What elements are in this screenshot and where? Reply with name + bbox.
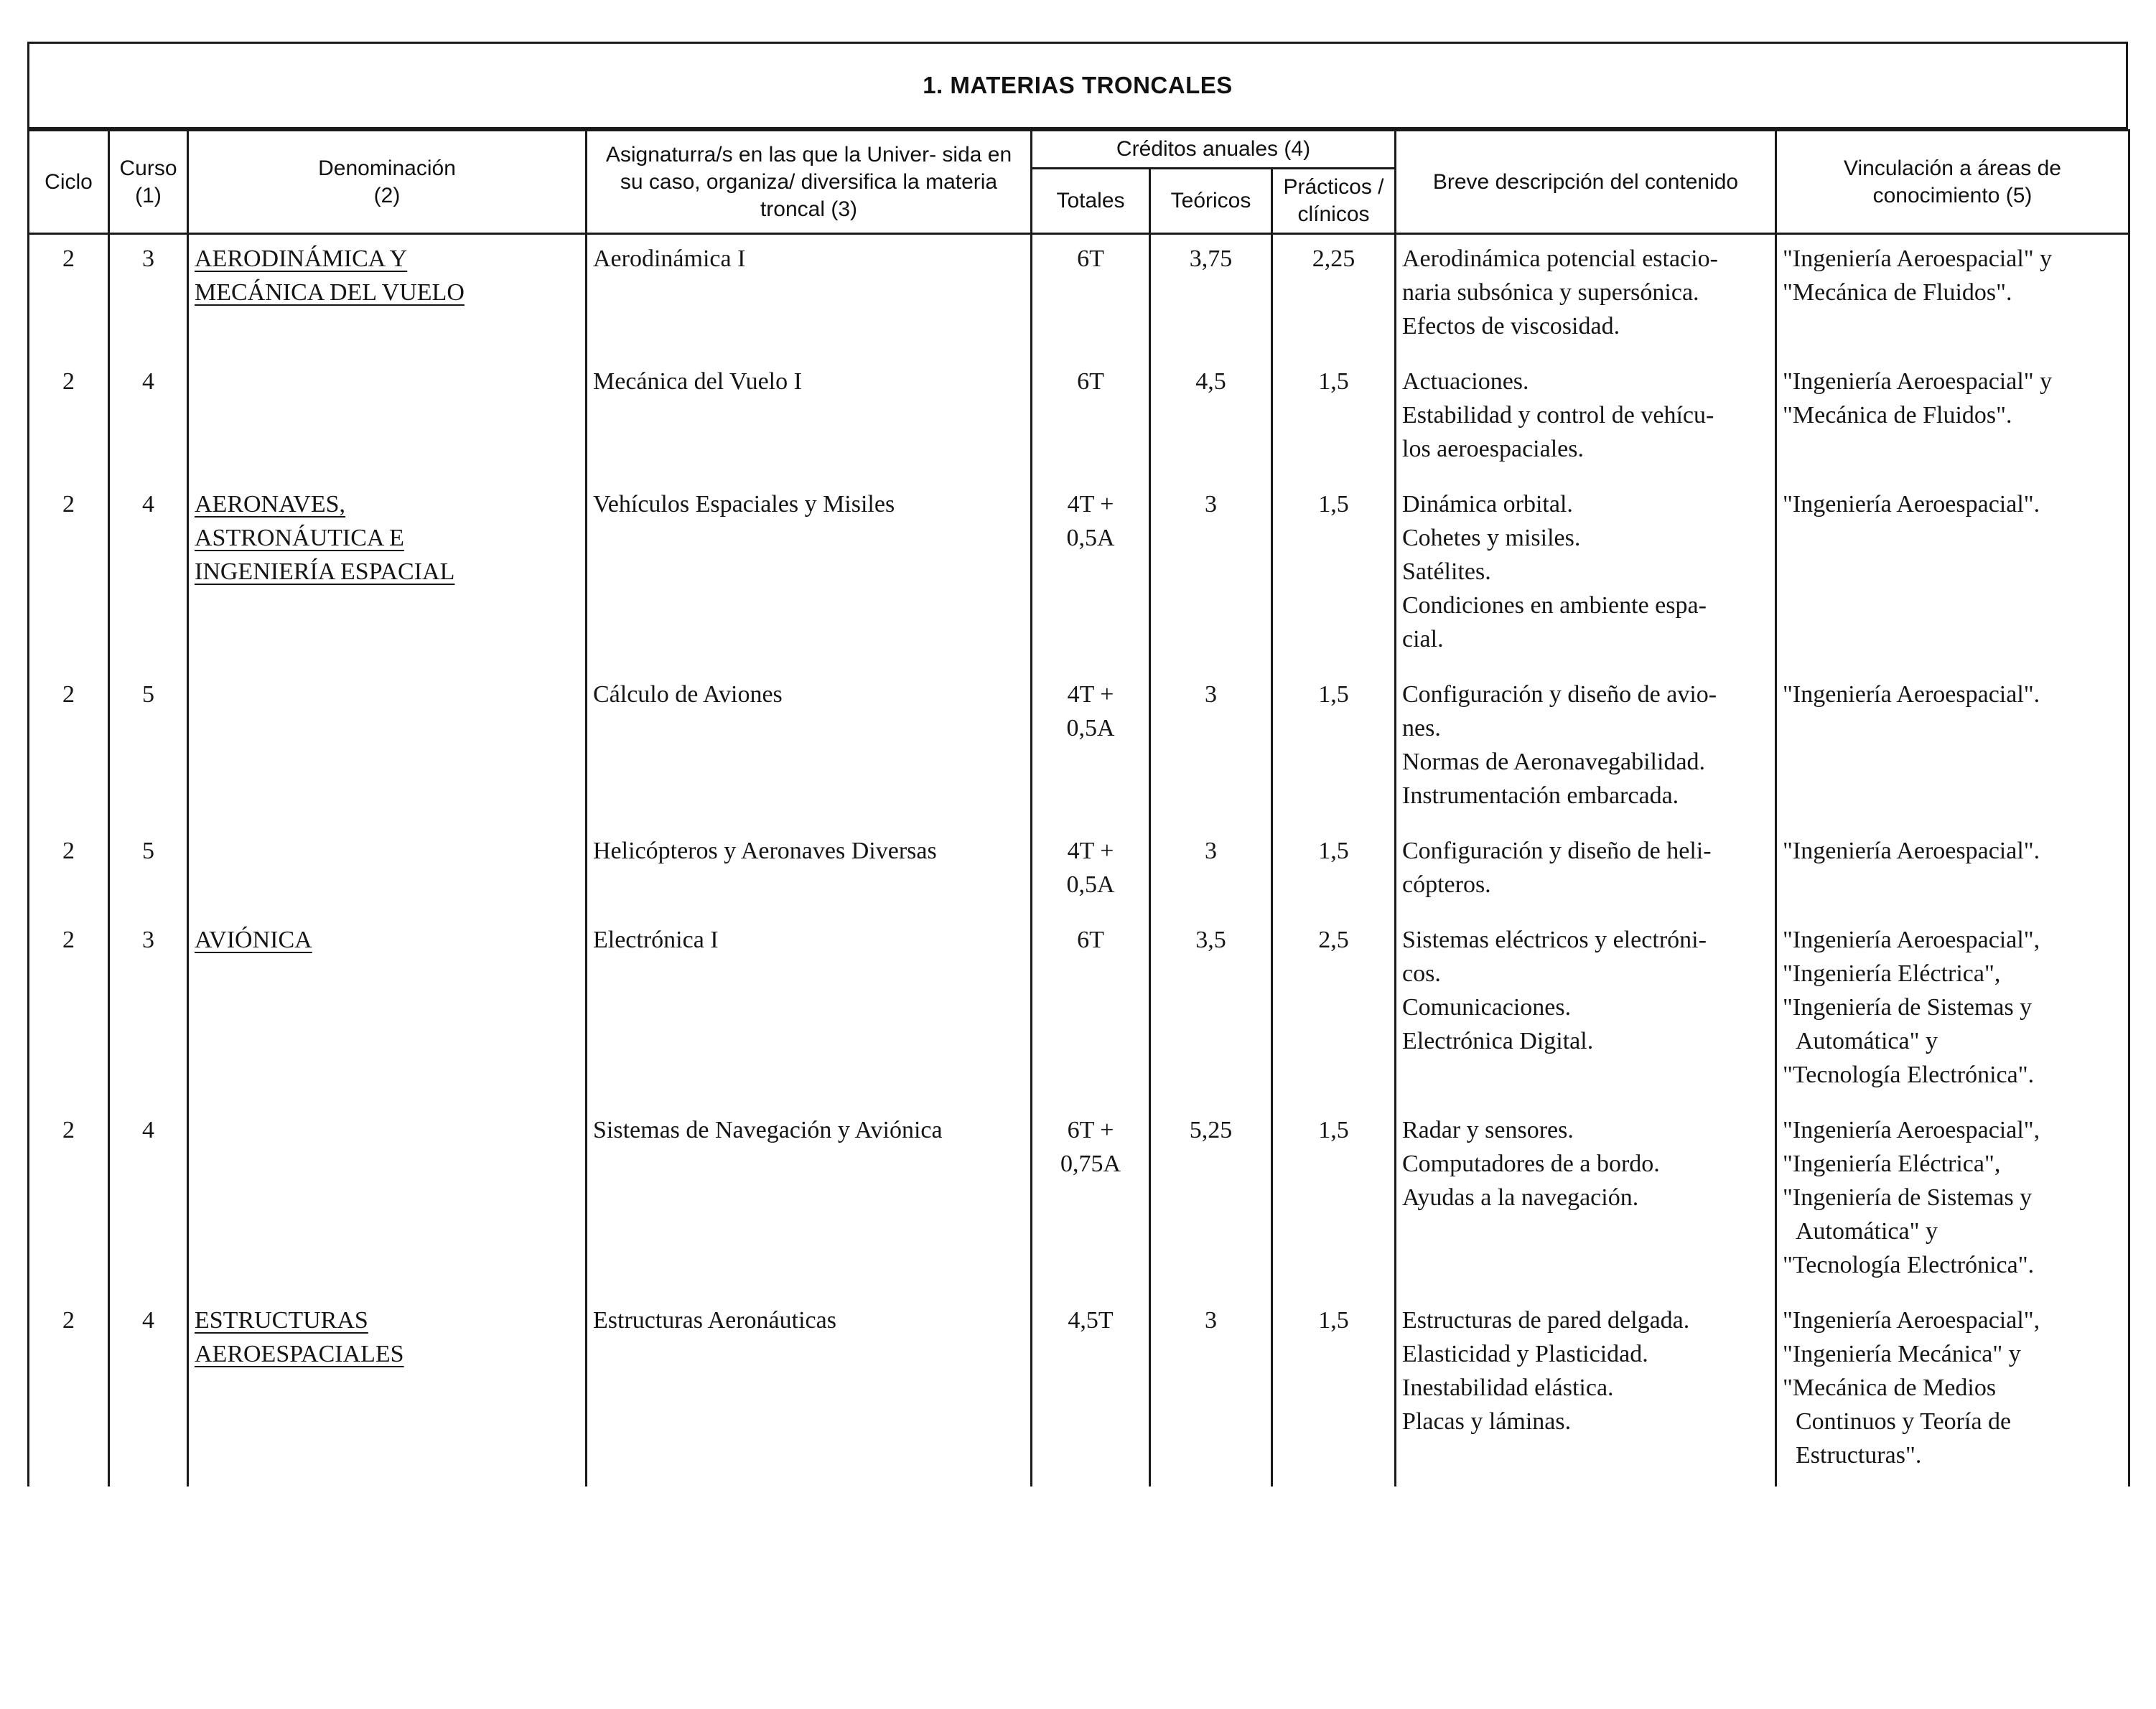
descripcion-line: cial. [1402, 626, 1444, 652]
descripcion-line: Actuaciones. [1402, 368, 1529, 395]
totales-line: 4T + [1067, 681, 1114, 708]
teoricos-cell: 3 [1150, 670, 1272, 827]
descripcion-cell [1396, 480, 1776, 670]
materias-troncales-table [27, 129, 2130, 1486]
descripcion-line: Inestabilidad elástica. [1402, 1375, 1614, 1401]
ciclo-cell: 2 [29, 480, 109, 670]
descripcion-cell [1396, 1296, 1776, 1486]
vinculacion-line: "Ingeniería Aeroespacial", [1783, 927, 2040, 953]
vinculacion-line: "Mecánica de Fluidos". [1783, 402, 2012, 429]
denominacion-line: ESTRUCTURAS [195, 1307, 368, 1334]
col-header-teoricos: Teóricos [1150, 169, 1272, 234]
vinculacion-line: "Ingeniería Aeroespacial" y [1783, 245, 2053, 272]
descripcion-cell [1396, 916, 1776, 1106]
teoricos-cell: 3,5 [1150, 916, 1272, 1106]
table-row [29, 827, 2129, 916]
practicos-cell: 1,5 [1272, 480, 1396, 670]
curso-cell: 4 [109, 1106, 188, 1296]
descripcion-line: Ayudas a la navegación. [1402, 1184, 1639, 1211]
vinculacion-line: "Tecnología Electrónica". [1783, 1062, 2035, 1088]
denominacion-cell [188, 916, 587, 1106]
vinculacion-line: "Ingeniería Aeroespacial", [1783, 1307, 2040, 1334]
vinculacion-line: "Ingeniería Aeroespacial" y [1783, 368, 2053, 395]
col-header-vinculacion: Vinculación a áreas de conocimiento (5) [1776, 131, 2129, 234]
descripcion-line: Radar y sensores. [1402, 1117, 1574, 1143]
col-header-creditos: Créditos anuales (4) [1032, 131, 1396, 169]
vinculacion-line: Estructuras". [1796, 1442, 1922, 1469]
denominacion-cell [188, 480, 587, 670]
totales-cell [1032, 1106, 1150, 1296]
table-title: 1. MATERIAS TRONCALES [27, 42, 2128, 129]
asignatura-cell: Aerodinámica I [587, 234, 1032, 358]
descripcion-line: Configuración y diseño de avio- [1402, 681, 1717, 708]
totales-line: 4,5T [1068, 1307, 1114, 1334]
totales-cell [1032, 234, 1150, 358]
asignatura-cell: Electrónica I [587, 916, 1032, 1106]
denominacion-cell [188, 234, 587, 358]
descripcion-cell [1396, 827, 1776, 916]
header-row [29, 131, 2129, 169]
col-header-ciclo: Ciclo [29, 131, 109, 234]
descripcion-line: Efectos de viscosidad. [1402, 313, 1620, 340]
descripcion-line: Sistemas eléctricos y electróni- [1402, 927, 1707, 953]
table-row [29, 916, 2129, 1106]
totales-line: 4T + [1067, 838, 1114, 864]
vinculacion-cell [1776, 670, 2129, 827]
asignatura-cell: Helicópteros y Aeronaves Diversas [587, 827, 1032, 916]
descripcion-cell [1396, 670, 1776, 827]
vinculacion-line: "Ingeniería Aeroespacial". [1783, 838, 2040, 864]
totales-cell [1032, 1296, 1150, 1486]
ciclo-cell: 2 [29, 357, 109, 480]
descripcion-line: Configuración y diseño de heli- [1402, 838, 1712, 864]
curso-cell: 3 [109, 916, 188, 1106]
col-header-descripcion: Breve descripción del contenido [1396, 131, 1776, 234]
curso-cell: 5 [109, 670, 188, 827]
vinculacion-line: "Tecnología Electrónica". [1783, 1252, 2035, 1278]
totales-line: 6T [1077, 927, 1104, 953]
practicos-cell: 1,5 [1272, 827, 1396, 916]
curso-cell: 4 [109, 357, 188, 480]
document [27, 42, 2128, 1486]
practicos-cell: 1,5 [1272, 670, 1396, 827]
vinculacion-line: "Ingeniería Aeroespacial". [1783, 681, 2040, 708]
asignatura-cell: Mecánica del Vuelo I [587, 357, 1032, 480]
totales-line: 4T + [1067, 491, 1114, 518]
vinculacion-line: "Ingeniería de Sistemas y [1783, 994, 2033, 1021]
practicos-cell: 1,5 [1272, 1106, 1396, 1296]
vinculacion-line: "Ingeniería de Sistemas y [1783, 1184, 2033, 1211]
table-row [29, 1296, 2129, 1486]
denominacion-line: AVIÓNICA [195, 927, 312, 953]
totales-cell [1032, 916, 1150, 1106]
totales-cell [1032, 357, 1150, 480]
col-header-denominacion [188, 131, 587, 234]
ciclo-cell: 2 [29, 827, 109, 916]
col-header-practicos: Prácticos / clínicos [1272, 169, 1396, 234]
vinculacion-line: Automática" y [1796, 1218, 1938, 1245]
curso-cell: 4 [109, 1296, 188, 1486]
descripcion-line: Comunicaciones. [1402, 994, 1572, 1021]
descripcion-line: cópteros. [1402, 871, 1491, 898]
table-row [29, 357, 2129, 480]
teoricos-cell: 3 [1150, 480, 1272, 670]
denominacion-line: MECÁNICA DEL VUELO [195, 279, 465, 306]
curso-cell: 3 [109, 234, 188, 358]
asignatura-cell: Estructuras Aeronáuticas [587, 1296, 1032, 1486]
descripcion-line: Satélites. [1402, 558, 1491, 585]
denominacion-cell [188, 1296, 587, 1486]
descripcion-line: Normas de Aeronavegabilidad. [1402, 749, 1706, 775]
practicos-cell: 2,25 [1272, 234, 1396, 358]
totales-line: 0,5A [1066, 525, 1115, 551]
curso-cell: 5 [109, 827, 188, 916]
vinculacion-cell [1776, 916, 2129, 1106]
descripcion-line: Estabilidad y control de vehícu- [1402, 402, 1714, 429]
denominacion-cell [188, 670, 587, 827]
col-header-curso [109, 131, 188, 234]
practicos-cell: 1,5 [1272, 357, 1396, 480]
denominacion-line: AERONAVES, [195, 491, 346, 518]
descripcion-line: Computadores de a bordo. [1402, 1151, 1660, 1177]
vinculacion-line: "Ingeniería Aeroespacial", [1783, 1117, 2040, 1143]
vinculacion-line: "Ingeniería Aeroespacial". [1783, 491, 2040, 518]
teoricos-cell: 5,25 [1150, 1106, 1272, 1296]
curso-label: Curso [119, 156, 177, 180]
asignatura-cell: Sistemas de Navegación y Aviónica [587, 1106, 1032, 1296]
vinculacion-line: "Ingeniería Eléctrica", [1783, 1151, 2001, 1177]
denominacion-cell [188, 357, 587, 480]
totales-cell [1032, 827, 1150, 916]
descripcion-cell [1396, 357, 1776, 480]
totales-cell [1032, 670, 1150, 827]
ciclo-cell: 2 [29, 234, 109, 358]
vinculacion-line: "Mecánica de Fluidos". [1783, 279, 2012, 306]
denominacion-line: AERODINÁMICA Y [195, 245, 408, 272]
vinculacion-cell [1776, 357, 2129, 480]
denominacion-line: ASTRONÁUTICA E [195, 525, 404, 551]
descripcion-cell [1396, 1106, 1776, 1296]
totales-line: 0,5A [1066, 871, 1115, 898]
vinculacion-cell [1776, 827, 2129, 916]
practicos-cell: 1,5 [1272, 1296, 1396, 1486]
descripcion-line: los aeroespaciales. [1402, 436, 1584, 462]
vinculacion-line: Continuos y Teoría de [1796, 1408, 2012, 1435]
table-row [29, 480, 2129, 670]
vinculacion-cell [1776, 234, 2129, 358]
descripcion-line: Estructuras de pared delgada. [1402, 1307, 1690, 1334]
ciclo-cell: 2 [29, 670, 109, 827]
totales-line: 6T [1077, 245, 1104, 272]
col-header-asignaturas: Asignaturra/s en las que la Univer- sida en su caso, organiza/ diversifica la materia troncal (3) [587, 131, 1032, 234]
descripcion-line: cos. [1402, 960, 1441, 987]
col-header-totales: Totales [1032, 169, 1150, 234]
denominacion-line: INGENIERÍA ESPACIAL [195, 558, 455, 585]
vinculacion-line: "Mecánica de Medios [1783, 1375, 1997, 1401]
vinculacion-cell [1776, 480, 2129, 670]
asignatura-cell: Cálculo de Aviones [587, 670, 1032, 827]
ciclo-cell: 2 [29, 1296, 109, 1486]
table-body [29, 234, 2129, 1487]
asignatura-cell: Vehículos Espaciales y Misiles [587, 480, 1032, 670]
teoricos-cell: 3 [1150, 1296, 1272, 1486]
ciclo-cell: 2 [29, 916, 109, 1106]
descripcion-line: Elasticidad y Plasticidad. [1402, 1341, 1648, 1367]
vinculacion-line: Automática" y [1796, 1028, 1938, 1054]
descripcion-line: Electrónica Digital. [1402, 1028, 1594, 1054]
descripcion-line: naria subsónica y supersónica. [1402, 279, 1699, 306]
teoricos-cell: 3 [1150, 827, 1272, 916]
descripcion-line: Instrumentación embarcada. [1402, 782, 1679, 809]
descripcion-line: Dinámica orbital. [1402, 491, 1573, 518]
descripcion-line: Placas y láminas. [1402, 1408, 1572, 1435]
curso-cell: 4 [109, 480, 188, 670]
denominacion-cell [188, 1106, 587, 1296]
denominacion-line: AEROESPACIALES [195, 1341, 404, 1367]
descripcion-line: Condiciones en ambiente espa- [1402, 592, 1707, 619]
table-row [29, 1106, 2129, 1296]
practicos-cell: 2,5 [1272, 916, 1396, 1106]
table-row [29, 234, 2129, 358]
denominacion-note: (2) [373, 183, 401, 207]
vinculacion-cell [1776, 1296, 2129, 1486]
totales-line: 0,5A [1066, 715, 1115, 741]
denominacion-cell [188, 827, 587, 916]
descripcion-line: Aerodinámica potencial estacio- [1402, 245, 1718, 272]
table-row [29, 670, 2129, 827]
teoricos-cell: 4,5 [1150, 357, 1272, 480]
ciclo-cell: 2 [29, 1106, 109, 1296]
descripcion-cell [1396, 234, 1776, 358]
totales-cell [1032, 480, 1150, 670]
descripcion-line: Cohetes y misiles. [1402, 525, 1581, 551]
totales-line: 0,75A [1060, 1151, 1121, 1177]
curso-note: (1) [135, 183, 162, 207]
totales-line: 6T [1077, 368, 1104, 395]
vinculacion-cell [1776, 1106, 2129, 1296]
vinculacion-line: "Ingeniería Mecánica" y [1783, 1341, 2021, 1367]
totales-line: 6T + [1067, 1117, 1114, 1143]
denominacion-label: Denominación [318, 156, 456, 180]
descripcion-line: nes. [1402, 715, 1441, 741]
vinculacion-line: "Ingeniería Eléctrica", [1783, 960, 2001, 987]
teoricos-cell: 3,75 [1150, 234, 1272, 358]
